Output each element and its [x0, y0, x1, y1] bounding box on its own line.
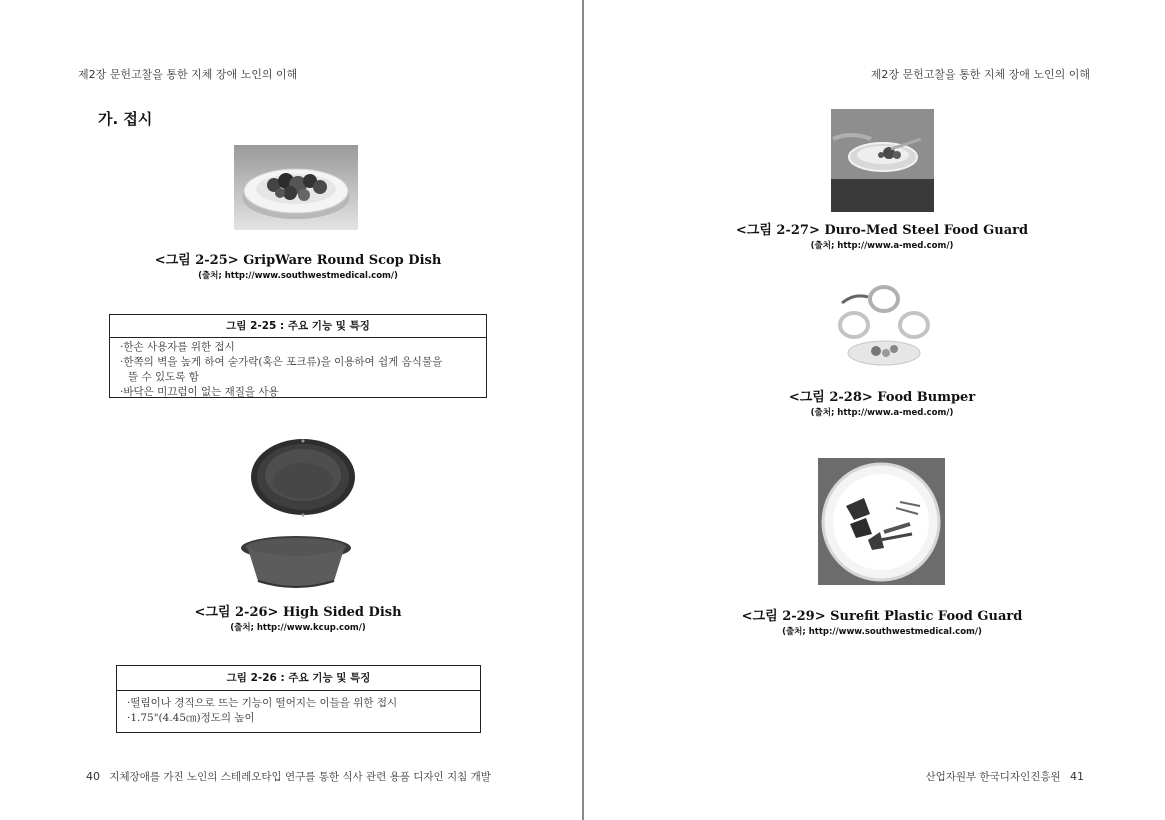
feature-box-title: 그림 2-25 : 주요 기능 및 특징 [110, 315, 486, 338]
running-head: 제2장 문헌고찰을 통한 지체 장애 노인의 이해 [870, 68, 1090, 81]
section-title: 가. 접시 [98, 110, 153, 128]
feature-box-body [117, 691, 480, 726]
high-sided-dish-photo-top [250, 437, 356, 519]
high-sided-dish-photo-side [240, 535, 352, 591]
surefit-food-guard-photo [818, 458, 945, 585]
figure-source: (출처; http://www.southwestmedical.com/) [198, 271, 398, 281]
page-footer [925, 769, 1090, 784]
feature-box-title: 그림 2-26 : 주요 기능 및 특징 [117, 666, 480, 691]
feature-line: ·한쪽의 벽을 높게 하여 숟가락(혹은 포크류)을 이용하여 쉽게 음식물을 [120, 356, 443, 368]
feature-line: ·바닥은 미끄럼이 없는 재질을 사용 [120, 386, 279, 398]
page-number: 40 [86, 770, 100, 783]
page-footer [80, 769, 491, 784]
feature-box-body [110, 338, 486, 400]
feature-box [116, 665, 481, 733]
figure-caption: <그림 2-25> GripWare Round Scop Dish [154, 253, 442, 268]
figure-caption: <그림 2-28> Food Bumper [788, 390, 976, 405]
left-page [0, 0, 582, 820]
figure-caption: <그림 2-29> Surefit Plastic Food Guard [741, 609, 1023, 624]
footer-text: 산업자원부 한국디자인진흥원 [925, 771, 1061, 783]
right-page [584, 0, 1165, 820]
figure-caption: <그림 2-26> High Sided Dish [194, 605, 402, 620]
feature-line: ·1.75"(4.45㎝)정도의 높이 [127, 712, 255, 724]
feature-line: 뜰 수 있도록 함 [128, 371, 199, 383]
feature-line: ·떨림이나 경직으로 뜨는 기능이 떨어지는 이들을 위한 접시 [127, 697, 398, 709]
figure-source: (출처; http://www.a-med.com/) [810, 408, 954, 418]
figure-caption: <그림 2-27> Duro-Med Steel Food Guard [735, 223, 1029, 238]
figure-source: (출처; http://www.southwestmedical.com/) [782, 627, 982, 637]
food-bumper-photo [824, 283, 944, 373]
running-head: 제2장 문헌고찰을 통한 지체 장애 노인의 이해 [78, 68, 298, 81]
footer-text: 지체장애를 가진 노인의 스테레오타입 연구를 통한 식사 관련 용품 디자인 지침 개발 [109, 771, 491, 783]
page-number: 41 [1070, 770, 1084, 783]
feature-box [109, 314, 487, 398]
figure-source: (출처; http://www.kcup.com/) [230, 623, 366, 633]
steel-food-guard-photo [831, 109, 934, 212]
feature-line: ·한손 사용자를 위한 접시 [120, 341, 235, 353]
figure-source: (출처; http://www.a-med.com/) [810, 241, 954, 251]
gripware-dish-photo [234, 145, 358, 230]
